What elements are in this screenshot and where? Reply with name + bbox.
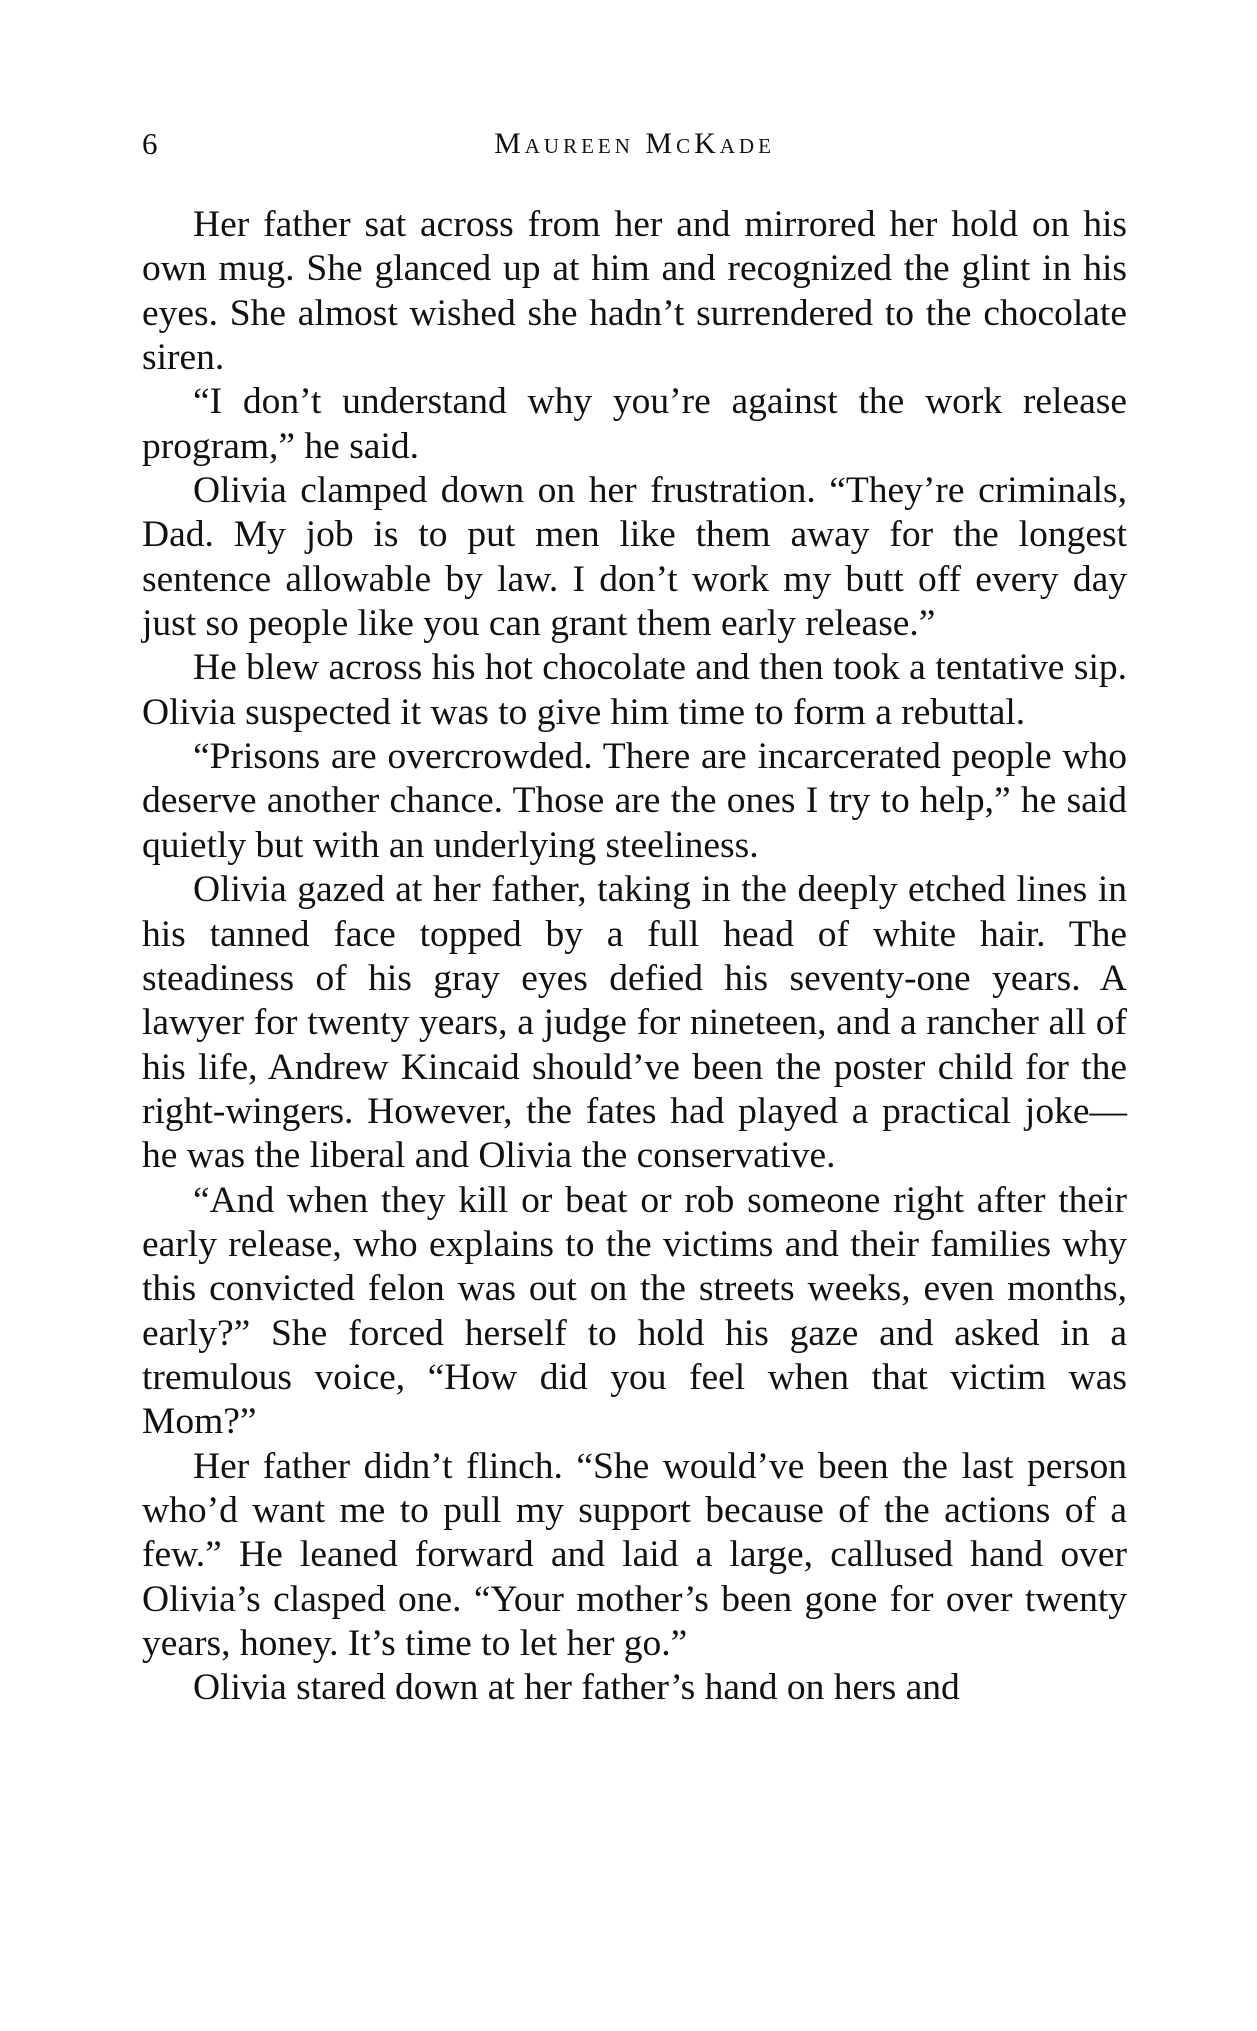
paragraph: “And when they kill or beat or rob someone right after their early release, who explains to the victims and their families why this convicted felon was out on the streets weeks, even months, early?” She forced herself to hold his gaze and asked in a tremulous voice, “How did you feel when that victim was Mom?” bbox=[142, 1179, 1127, 1443]
paragraph: Olivia gazed at her father, taking in the deeply etched lines in his tanned face topped by a full head of white hair. The steadiness of his gray eyes defied his seventy-one years. A lawyer for twenty years, a judge for nineteen, and a rancher all of his life, Andrew Kincaid should’ve been the poster child for the right-wingers. However, the fates had played a practical joke—he was the liberal and Olivia the conservative. bbox=[142, 869, 1127, 1177]
paragraph: “I don’t understand why you’re against the work release program,” he said. bbox=[142, 381, 1127, 467]
paragraph: Olivia clamped down on her frustration. “They’re criminals, Dad. My job is to put men like them away for the longest sentence allowable by law. I don’t work my butt off every day just so people like you can grant them early release.” bbox=[142, 470, 1127, 645]
paragraph: Olivia stared down at her father’s hand on hers and bbox=[193, 1667, 960, 1709]
running-head-author: Maureen McKade bbox=[494, 127, 775, 160]
body-text bbox=[142, 203, 1127, 1711]
paragraph: “Prisons are overcrowded. There are incarcerated people who deserve another chance. Those are the ones I try to help,” he said quietly but with an underlying steeliness. bbox=[142, 736, 1127, 866]
page-number: 6 bbox=[142, 126, 158, 161]
paragraph: Her father sat across from her and mirrored her hold on his own mug. She glanced up at him and recognized the glint in his eyes. She almost wished she hadn’t surrendered to the chocolate siren. bbox=[142, 204, 1127, 379]
paragraph: He blew across his hot chocolate and then took a tentative sip. Olivia suspected it was to give him time to form a rebuttal. bbox=[142, 647, 1127, 733]
page-header bbox=[142, 122, 1127, 166]
paragraph: Her father didn’t flinch. “She would’ve been the last person who’d want me to pull my support because of the actions of a few.” He leaned forward and laid a large, callused hand over Olivia’s clasped one. “Your mother’s been gone for over twenty years, honey. It’s time to let her go.” bbox=[142, 1445, 1127, 1664]
